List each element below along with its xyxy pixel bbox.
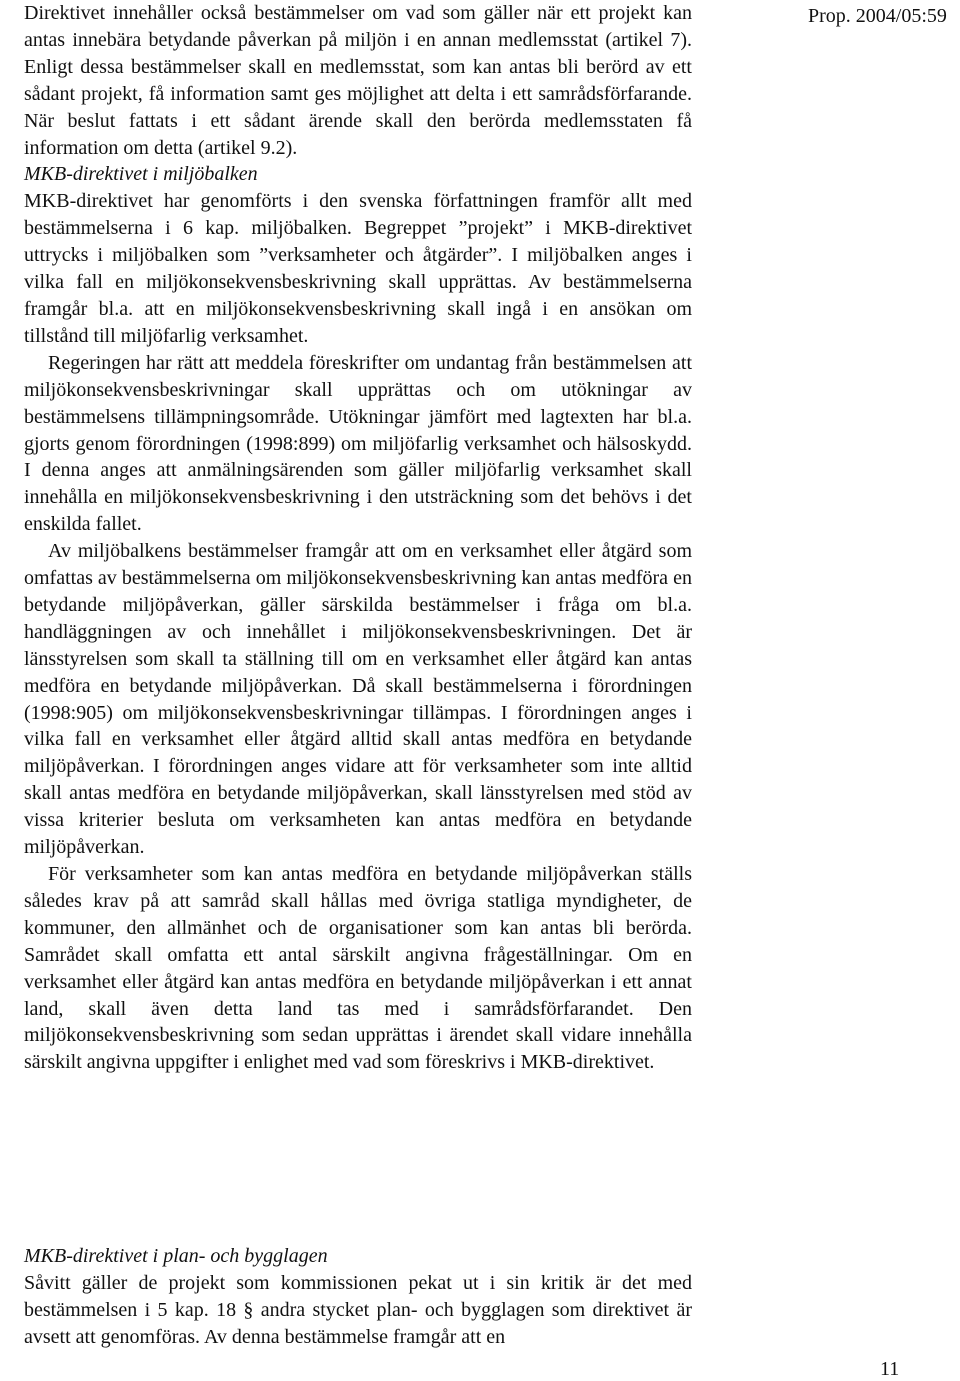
paragraph-transboundary: Direktivet innehåller också bestämmelser om vad som gäller när ett projekt kan antas innebära betydande påverkan på miljön i en annan medlemsstat (artikel 7). Enligt dessa bestämmelser skall en medlemsstat, som kan antas bli berörd av ett sådant projekt, få information samt ges möjlighet att delta i ett samrådsförfarande. När beslut fattats i ett sådant ärende skall den berörda medlemsstaten få information om detta (artikel 9.2). <box>24 2 692 159</box>
bottom-text-column <box>24 1243 692 1351</box>
paragraph-mkb-implementation: MKB-direktivet har genomförts i den svenska författningen framför allt med bestämmelserna i 6 kap. miljöbalken. Begreppet ”projekt” i MKB-direktivet uttrycks i miljöbalken som ”verksamheter och åtgärder”. I miljöbalken anges i vilka fall en miljökonsekvensbeskrivning skall upprättas. Av bestämmelserna framgår bl.a. att en miljökonsekvensbeskrivning skall ingå i en ansökan om tillstånd till miljöfarlig verksamhet. <box>24 190 692 347</box>
paragraph-plan-och-bygglagen: Såvitt gäller de projekt som kommissionen pekat ut i sin kritik är det med bestämmelsen i 5 kap. 18 § andra stycket plan- och bygglagen som direktivet är avsett att genomföras. Av denna bestämmelse framgår att en <box>24 1271 692 1348</box>
proposition-reference: Prop. 2004/05:59 <box>808 5 947 27</box>
paragraph-government-exemptions: Regeringen har rätt att meddela föreskrifter om undantag från bestämmelsen att miljökonsekvensbeskrivningar skall upprättas och om utökningar av bestämmelsens tillämpningsområde. Utökningar jämfört med lagtexten har bl.a. gjorts genom förordningen (1998:899) om miljöfarlig verksamhet och hälsoskydd. I denna anges att anmälningsärenden som gäller miljöfarlig verksamhet skall innehålla en miljökonsekvensbeskrivning i den utsträckning som det behövs i det enskilda fallet. <box>24 351 692 536</box>
paragraph-significant-impact: Av miljöbalkens bestämmelser framgår att om en verksamhet eller åtgärd som omfattas av bestämmelserna om miljökonsekvensbeskrivning kan antas medföra en betydande miljöpåverkan, gäller särskilda bestämmelser i fråga om bl.a. handläggningen av och innehållet i miljökonsekvensbeskrivningen. Det är länsstyrelsen som skall ta ställning till om en verksamhet eller åtgärd kan antas medföra en betydande miljöpåverkan. Då skall bestämmelserna i förordningen (1998:905) om miljökonsekvensbeskrivningar tillämpas. I förordningen anges i vilka fall en verksamhet eller åtgärd alltid skall antas medföra en betydande miljöpåverkan. I förordningen anges vidare att för verksamheter som inte alltid skall antas medföra en betydande miljöpåverkan, skall länsstyrelsen med stöd av vissa kriterier besluta om verksamheten kan antas medföra en betydande miljöpåverkan. <box>24 540 692 859</box>
paragraph-consultation: För verksamheter som kan antas medföra en betydande miljöpåverkan ställs således krav på att samråd skall hållas med övriga statliga myndigheter, de kommuner, den allmänhet och de organisationer som kan antas bli berörda. Samrådet skall omfatta ett antal särskilt angivna frågeställningar. Om en verksamhet eller åtgärd kan antas medföra en betydande miljöpåverkan i ett annat land, skall även detta land tas med i samrådsförfarandet. Den miljökonsekvensbeskrivning som sedan upprättas i ärendet skall vidare innehålla särskilt angivna uppgifter i enlighet med vad som föreskrivs i MKB-direktivet. <box>24 863 692 1074</box>
main-text-column <box>24 0 692 1076</box>
page-number: 11 <box>880 1358 900 1380</box>
section-heading-miljobalken: MKB-direktivet i miljöbalken <box>24 163 258 186</box>
section-heading-plan-och-bygglagen: MKB-direktivet i plan- och bygglagen <box>24 1245 328 1267</box>
